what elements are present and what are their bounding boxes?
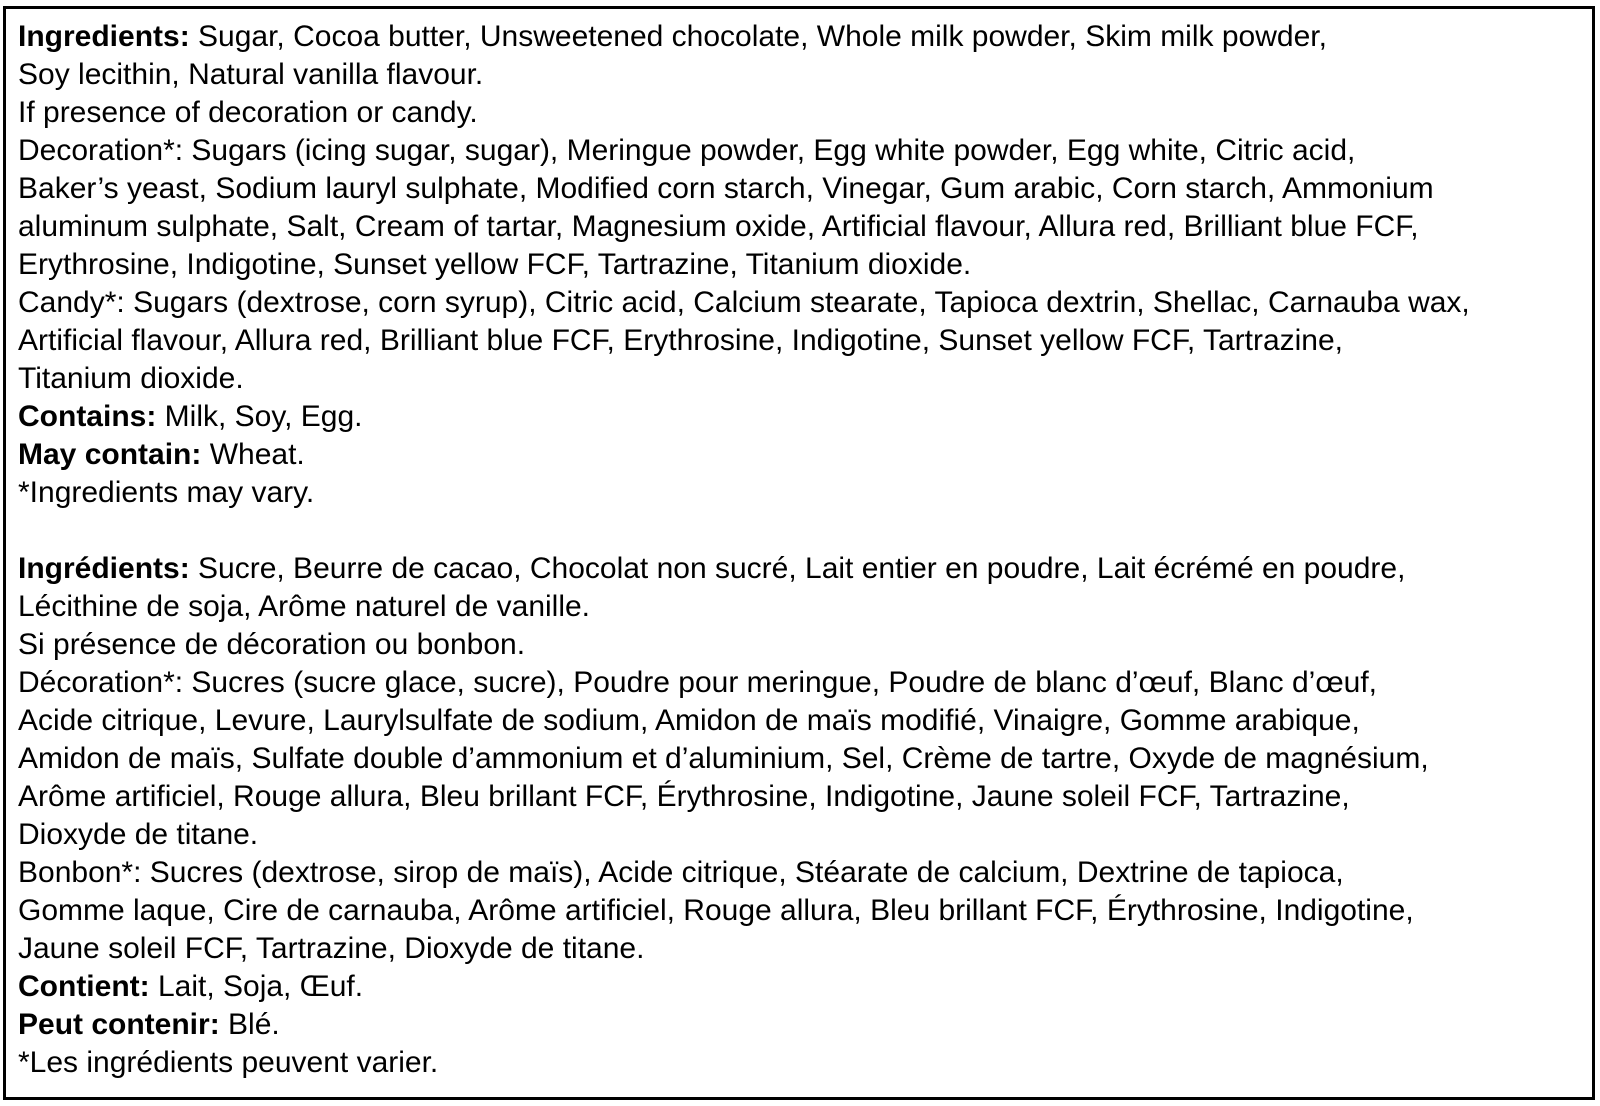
line-text: Sucre, Beurre de cacao, Chocolat non sucré, Lait entier en poudre, Lait écrémé en poudre, bbox=[189, 552, 1406, 585]
en-ingredients-line-1 bbox=[18, 18, 1580, 56]
blank-separator-line bbox=[18, 512, 1580, 550]
en-contains-label: Contains: bbox=[18, 400, 157, 433]
line-text: Candy*: Sugars (dextrose, corn syrup), Citric acid, Calcium stearate, Tapioca dextrin, Shellac, Carnauba wax, bbox=[18, 286, 1470, 319]
en-ingredients-line-2 bbox=[18, 56, 1580, 94]
line-text: *Ingredients may vary. bbox=[18, 476, 315, 509]
fr-ingredients-line-1 bbox=[18, 550, 1580, 588]
fr-decoration-note-line bbox=[18, 626, 1580, 664]
fr-decoration-line-2 bbox=[18, 702, 1580, 740]
line-text: Baker’s yeast, Sodium lauryl sulphate, Modified corn starch, Vinegar, Gum arabic, Corn starch, Ammonium bbox=[18, 172, 1434, 205]
en-decoration-line-4 bbox=[18, 246, 1580, 284]
line-text: Decoration*: Sugars (icing sugar, sugar), Meringue powder, Egg white powder, Egg white, Citric acid, bbox=[18, 134, 1356, 167]
line-text: Amidon de maïs, Sulfate double d’ammonium et d’aluminium, Sel, Crème de tartre, Oxyde de magnésium, bbox=[18, 742, 1429, 775]
line-text: Wheat. bbox=[201, 438, 305, 471]
line-text: Lécithine de soja, Arôme naturel de vanille. bbox=[18, 590, 591, 623]
fr-ingredients-line-2 bbox=[18, 588, 1580, 626]
line-text: Arôme artificiel, Rouge allura, Bleu brillant FCF, Érythrosine, Indigotine, Jaune soleil FCF, Tartrazine, bbox=[18, 780, 1350, 813]
line-text: Titanium dioxide. bbox=[18, 362, 244, 395]
fr-contains-line bbox=[18, 968, 1580, 1006]
en-candy-line-3 bbox=[18, 360, 1580, 398]
line-text: If presence of decoration or candy. bbox=[18, 96, 478, 129]
line-text: Dioxyde de titane. bbox=[18, 818, 259, 851]
en-decoration-line-3 bbox=[18, 208, 1580, 246]
fr-may-contain-label: Peut contenir: bbox=[18, 1008, 220, 1041]
en-candy-line-1 bbox=[18, 284, 1580, 322]
line-text: Soy lecithin, Natural vanilla flavour. bbox=[18, 58, 484, 91]
en-decoration-line-1 bbox=[18, 132, 1580, 170]
fr-decoration-line-4 bbox=[18, 778, 1580, 816]
ingredients-label bbox=[3, 6, 1595, 1100]
en-decoration-note-line bbox=[18, 94, 1580, 132]
en-ingredients-vary-line bbox=[18, 474, 1580, 512]
fr-contains-label: Contient: bbox=[18, 970, 150, 1003]
en-ingredients-label: Ingredients: bbox=[18, 20, 190, 53]
fr-candy-line-2 bbox=[18, 892, 1580, 930]
line-text: Artificial flavour, Allura red, Brilliant blue FCF, Erythrosine, Indigotine, Sunset yellow FCF, Tartrazine, bbox=[18, 324, 1344, 357]
en-contains-line bbox=[18, 398, 1580, 436]
line-text: Sugar, Cocoa butter, Unsweetened chocolate, Whole milk powder, Skim milk powder, bbox=[189, 20, 1327, 53]
line-text: Si présence de décoration ou bonbon. bbox=[18, 628, 526, 661]
fr-decoration-line-3 bbox=[18, 740, 1580, 778]
line-text: Acide citrique, Levure, Laurylsulfate de sodium, Amidon de maïs modifié, Vinaigre, Gomme arabique, bbox=[18, 704, 1360, 737]
fr-may-contain-line bbox=[18, 1006, 1580, 1044]
fr-ingredients-vary-line bbox=[18, 1044, 1580, 1082]
line-text: aluminum sulphate, Salt, Cream of tartar, Magnesium oxide, Artificial flavour, Allura red, Brilliant blue FCF, bbox=[18, 210, 1419, 243]
line-text: Erythrosine, Indigotine, Sunset yellow FCF, Tartrazine, Titanium dioxide. bbox=[18, 248, 972, 281]
line-text: Jaune soleil FCF, Tartrazine, Dioxyde de titane. bbox=[18, 932, 645, 965]
line-text: Gomme laque, Cire de carnauba, Arôme artificiel, Rouge allura, Bleu brillant FCF, Érythrosine, Indigotine, bbox=[18, 894, 1414, 927]
en-may-contain-line bbox=[18, 436, 1580, 474]
en-may-contain-label: May contain: bbox=[18, 438, 202, 471]
fr-candy-line-1 bbox=[18, 854, 1580, 892]
line-text: Milk, Soy, Egg. bbox=[156, 400, 363, 433]
line-text: Bonbon*: Sucres (dextrose, sirop de maïs), Acide citrique, Stéarate de calcium, Dextrine de tapioca, bbox=[18, 856, 1344, 889]
en-candy-line-2 bbox=[18, 322, 1580, 360]
line-text: Lait, Soja, Œuf. bbox=[149, 970, 364, 1003]
fr-decoration-line-1 bbox=[18, 664, 1580, 702]
line-text: Blé. bbox=[219, 1008, 280, 1041]
fr-candy-line-3 bbox=[18, 930, 1580, 968]
fr-ingredients-label: Ingrédients: bbox=[18, 552, 190, 585]
fr-decoration-line-5 bbox=[18, 816, 1580, 854]
line-text: *Les ingrédients peuvent varier. bbox=[18, 1046, 439, 1079]
line-text: Décoration*: Sucres (sucre glace, sucre), Poudre pour meringue, Poudre de blanc d’œuf, Blanc d’œuf, bbox=[18, 666, 1377, 699]
en-decoration-line-2 bbox=[18, 170, 1580, 208]
